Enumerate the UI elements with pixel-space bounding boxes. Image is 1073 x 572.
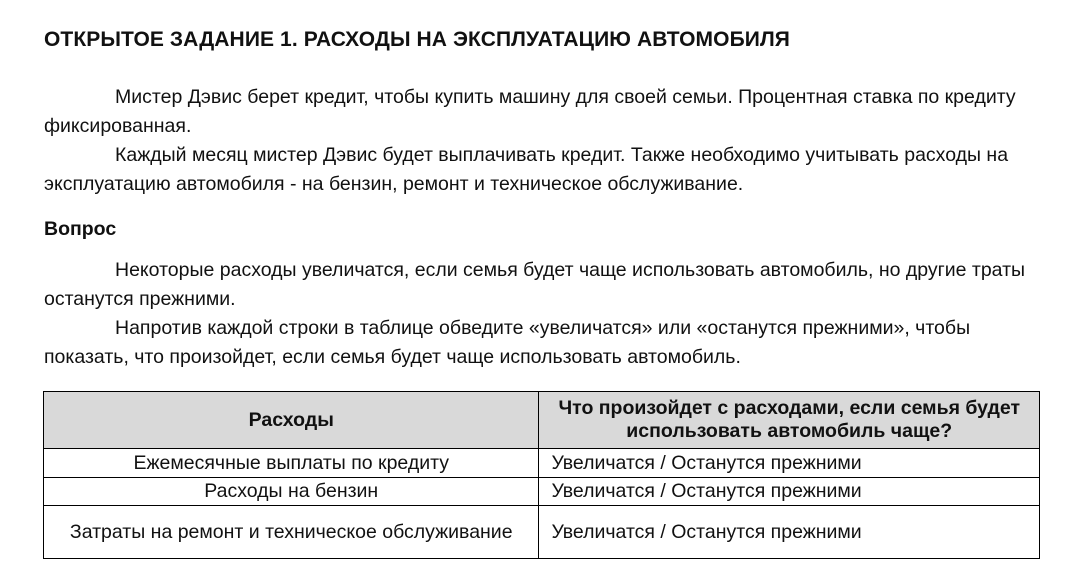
table-row — [44, 478, 1040, 506]
expense-cell: Ежемесячные выплаты по кредиту — [44, 449, 539, 478]
question-paragraph-1 — [44, 256, 1029, 314]
intro-paragraph-2 — [44, 141, 1029, 199]
question-paragraph-2-text: Напротив каждой строки в таблице обведите «увеличатся» или «останутся прежними», чтобы показать, что произойдет, если семья будет чаще использовать автомобиль. — [44, 317, 971, 368]
answer-choice-cell[interactable]: Увеличатся / Останутся прежними — [539, 506, 1040, 559]
answer-choice-cell[interactable]: Увеличатся / Останутся прежними — [539, 449, 1040, 478]
header-expenses: Расходы — [44, 392, 539, 449]
table-header-row — [44, 392, 1040, 449]
expense-cell: Расходы на бензин — [44, 478, 539, 506]
table-row — [44, 506, 1040, 559]
table-row — [44, 449, 1040, 478]
header-what-happens: Что произойдет с расходами, если семья будет использовать автомобиль чаще? — [539, 392, 1040, 449]
question-paragraph-2 — [44, 314, 1029, 372]
intro-paragraph-1-text: Мистер Дэвис берет кредит, чтобы купить машину для своей семьи. Процентная ставка по кредиту фиксированная. — [44, 86, 1016, 137]
answer-choice-cell[interactable]: Увеличатся / Останутся прежними — [539, 478, 1040, 506]
page-title: ОТКРЫТОЕ ЗАДАНИЕ 1. РАСХОДЫ НА ЭКСПЛУАТАЦИЮ АВТОМОБИЛЯ — [44, 28, 790, 51]
expenses-table — [43, 391, 1040, 559]
question-heading: Вопрос — [44, 218, 117, 240]
question-paragraph-1-text: Некоторые расходы увеличатся, если семья будет чаще использовать автомобиль, но другие траты останутся прежними. — [44, 259, 1026, 310]
intro-paragraph-1 — [44, 83, 1029, 141]
expense-cell: Затраты на ремонт и техническое обслуживание — [44, 506, 539, 559]
intro-paragraph-2-text: Каждый месяц мистер Дэвис будет выплачивать кредит. Также необходимо учитывать расходы на эксплуатацию автомобиля - на бензин, ремонт и техническое обслуживание. — [44, 144, 1009, 195]
